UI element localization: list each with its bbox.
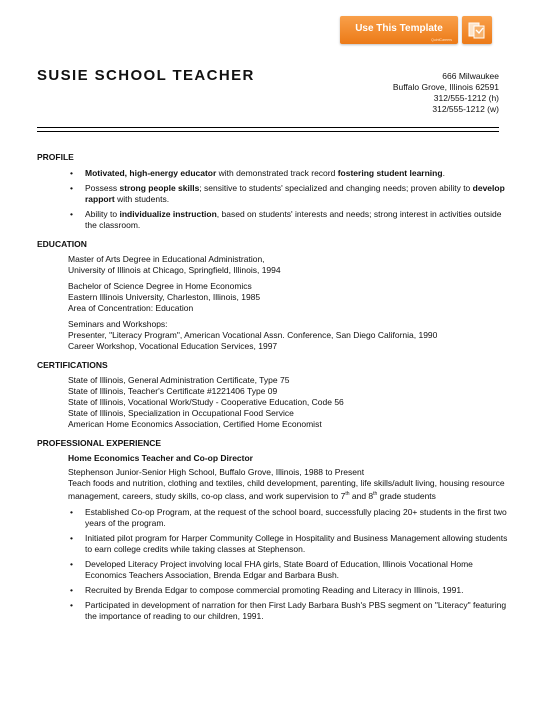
header-divider-bottom [37, 131, 499, 132]
profile-text: Possess [85, 183, 120, 193]
ordinal-suffix: th [373, 491, 378, 497]
education-line: Area of Concentration: Education [68, 303, 194, 313]
contact-block [393, 71, 499, 115]
resume-name: SUSIE SCHOOL TEACHER [37, 67, 255, 84]
profile-section [37, 152, 515, 231]
contact-city: Buffalo Grove, Illinois 62591 [392, 82, 499, 92]
profile-text: ; sensitive to students' specialized and changing needs; proven ability to [199, 183, 473, 193]
use-this-template-button[interactable] [340, 16, 458, 44]
profile-item [37, 183, 515, 205]
experience-section [37, 438, 515, 622]
education-line: Career Workshop, Vocational Education Services, 1997 [68, 341, 278, 351]
experience-heading: PROFESSIONAL EXPERIENCE [37, 438, 162, 448]
document-copy-icon[interactable] [462, 16, 492, 44]
profile-phrase: strong people skills [119, 183, 200, 193]
ordinal-suffix: th [345, 491, 350, 497]
job-duties-text: and 8 [349, 490, 374, 501]
profile-text: , based on students' interests and needs; strong interest in activities outside the classroom. [85, 209, 502, 230]
certification-item: State of Illinois, General Administration Certificate, Type 75 [68, 375, 290, 385]
document-copy-icon-graphic [467, 20, 487, 40]
job-title: Home Economics Teacher and Co-op Director [68, 453, 253, 463]
education-degree-2 [37, 281, 515, 314]
profile-item [37, 168, 515, 179]
achievement-item: • Recruited by Brenda Edgar to compose commercial promoting Reading and Literacy in Illinois, 1991. [37, 585, 515, 596]
education-line: Presenter, "Literacy Program", American Vocational Assn. Conference, San Diego California, 1990 [68, 330, 438, 340]
education-section [37, 239, 515, 352]
education-line: Bachelor of Science Degree in Home Economics [68, 281, 252, 291]
job-duties-text: Teach foods and nutrition, clothing and textiles, child development, parenting, life skills/adult living, housing resource management, careers, study skills, co-op class, and work supervision to 7 [68, 478, 505, 501]
use-this-template-label: Use This Template [355, 23, 443, 34]
education-heading: EDUCATION [37, 239, 87, 249]
job-duties-text: grade students [377, 490, 436, 501]
certification-item: American Home Economics Association, Certified Home Economist [68, 419, 322, 429]
profile-text: . [442, 168, 445, 178]
profile-text: with students. [114, 194, 170, 204]
certifications-heading: CERTIFICATIONS [37, 360, 108, 370]
profile-phrase: fostering student learning [337, 168, 443, 178]
education-line: University of Illinois at Chicago, Springfield, Illinois, 1994 [68, 265, 281, 275]
achievement-item: • Established Co-op Program, at the request of the school board, successfully placing 20+ students in the first two years of the program. [37, 507, 515, 529]
contact-address: 666 Milwaukee [442, 71, 499, 81]
education-degree-1 [37, 254, 515, 276]
profile-phrase: develop rapport [85, 183, 505, 204]
profile-phrase: Motivated, high-energy educator [85, 168, 217, 178]
profile-item [37, 209, 515, 231]
resume-body [37, 152, 515, 630]
template-button-sublabel: QuintCareers [431, 38, 452, 42]
education-line: Master of Arts Degree in Educational Administration, [68, 254, 265, 264]
certification-item: State of Illinois, Teacher's Certificate #1221406 Type 09 [68, 386, 278, 396]
profile-list [37, 168, 515, 231]
education-line: Seminars and Workshops: [68, 319, 168, 329]
education-line: Eastern Illinois University, Charleston, Illinois, 1985 [68, 292, 261, 302]
job-employer: Stephenson Junior-Senior High School, Buffalo Grove, Illinois, 1988 to Present [68, 467, 365, 477]
certification-item: State of Illinois, Specialization in Occupational Food Service [68, 408, 294, 418]
profile-phrase: individualize instruction [119, 209, 217, 219]
achievement-item: • Participated in development of narration for then First Lady Barbara Bush's PBS segment on "Literacy" featuring the importance of reading to our children, 1991. [37, 600, 515, 622]
header-divider-top [37, 127, 499, 128]
job-duties [68, 478, 515, 502]
education-seminars [37, 319, 515, 352]
contact-work-phone: 312/555-1212 (w) [432, 104, 499, 114]
contact-home-phone: 312/555-1212 (h) [433, 93, 499, 103]
profile-text: with demonstrated track record [216, 168, 338, 178]
job-description [37, 467, 515, 502]
achievement-item: • Developed Literacy Project involving local FHA girls, State Board of Education, Illinois Vocational Home Economics Teachers Association, Brenda Edgar and Barbara Bush. [37, 559, 515, 581]
profile-text: Ability to [85, 209, 120, 219]
certification-item: State of Illinois, Vocational Work/Study - Cooperative Education, Code 56 [68, 397, 344, 407]
profile-heading: PROFILE [37, 152, 74, 162]
achievement-item: • Initiated pilot program for Harper Community College in Hospitality and Business Management allowing students to earn college credits while taking classes at Stephenson. [37, 533, 515, 555]
experience-achievements [37, 507, 515, 622]
certifications-section [37, 360, 515, 430]
certifications-list [37, 375, 515, 430]
